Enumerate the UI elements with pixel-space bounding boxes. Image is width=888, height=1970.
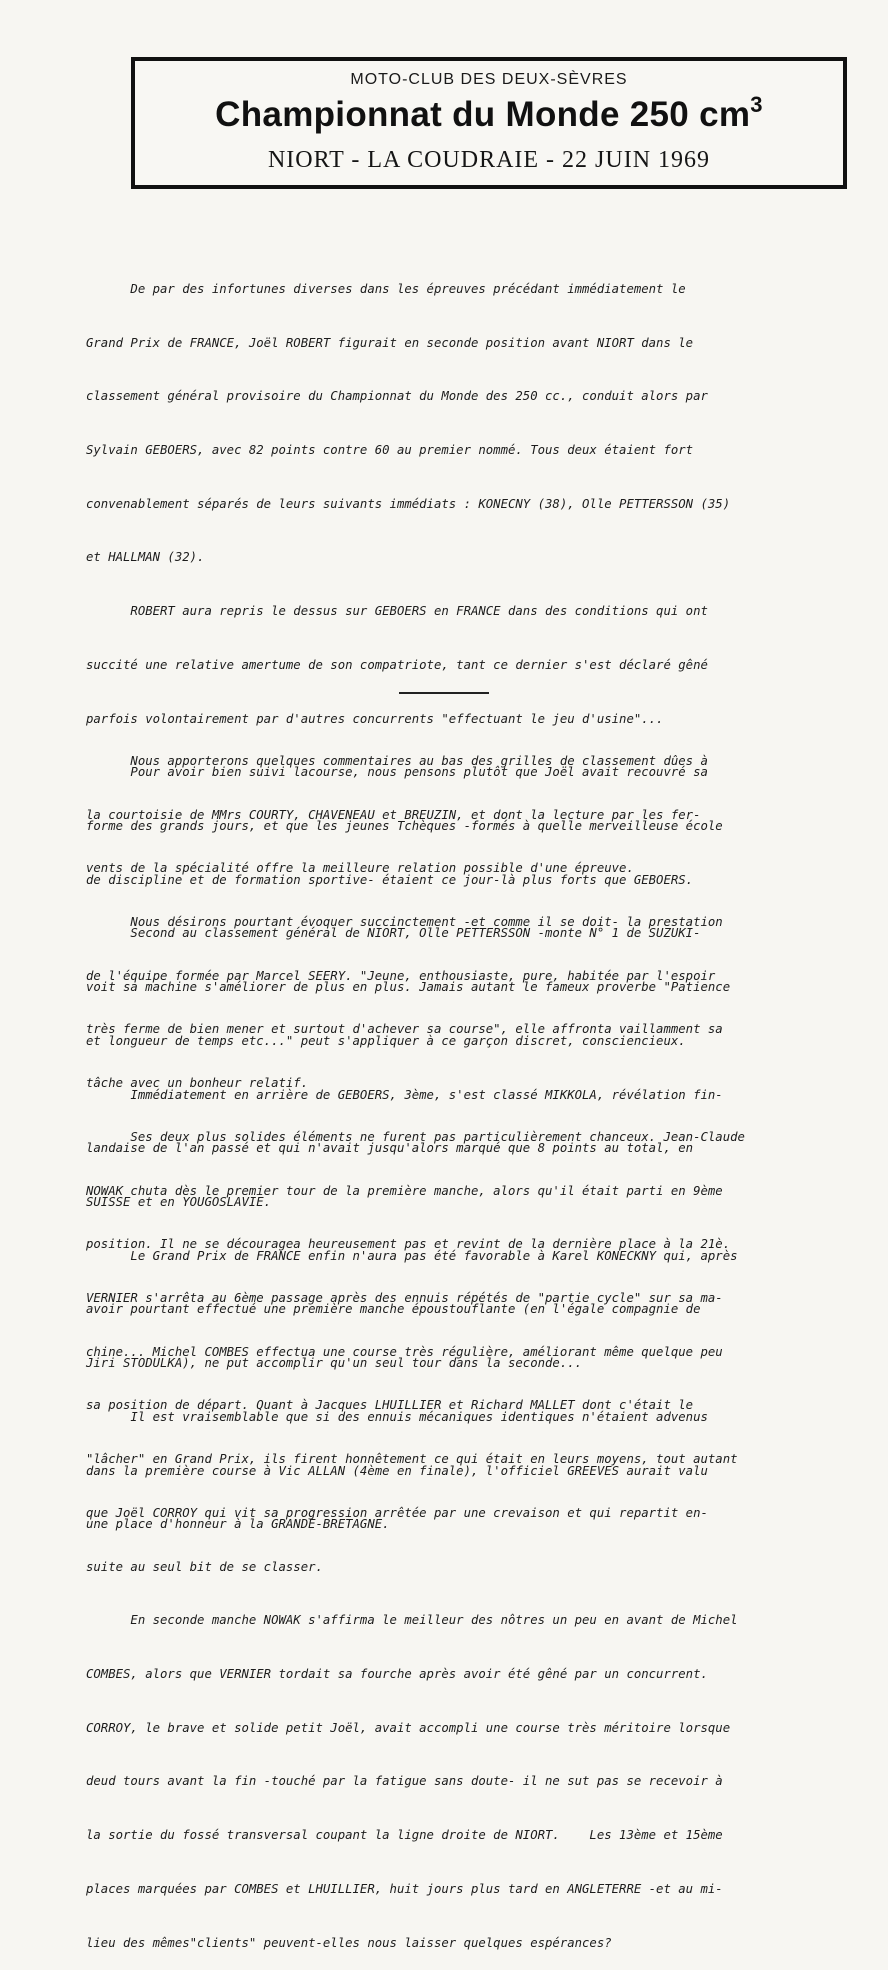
text-line: de discipline et de formation sportive- étaient ce jour-là plus forts que GEBOERS. (86, 872, 694, 887)
text-line: suite au seul bit de se classer. (86, 1559, 323, 1574)
text-line: sa position de départ. Quant à Jacques LHUILLIER et Richard MALLET dont c'était le (86, 1398, 694, 1413)
text-line: lieu des mêmes"clients" peuvent-elles nous laisser quelques espérances? (86, 1935, 612, 1950)
club-name: MOTO-CLUB DES DEUX-SÈVRES (350, 71, 628, 88)
text-line: classement général provisoire du Championnat du Monde des 250 cc., conduit alors par (86, 389, 708, 404)
text-line: Immédiatement en arrière de GEBOERS, 3ème, s'est classé MIKKOLA, révélation fin- (86, 1087, 723, 1102)
text-line: convenablement séparés de leurs suivants immédiats : KONECNY (38), Olle PETTERSSON (35) (86, 496, 731, 511)
text-line: Ses deux plus solides éléments ne furent pas particulièrement chanceux. Jean-Claude (86, 1129, 745, 1144)
text-line: Pour avoir bien suivi lacourse, nous pensons plutôt que Joël avait recouvré sa (86, 765, 708, 780)
text-line: NOWAK chuta dès le premier tour de la première manche, alors qu'il était parti en 9ème (86, 1183, 723, 1198)
title-text: Championnat du Monde 250 cm (215, 95, 751, 134)
text-line: très ferme de bien mener et surtout d'achever sa course", elle affronta vaillamment sa (86, 1022, 723, 1037)
text-line: places marquées par COMBES et LHUILLIER, huit jours plus tard en ANGLETERRE -et au mi- (86, 1881, 723, 1896)
text-line: succité une relative amertume de son compatriote, tant ce dernier s'est déclaré gêné (86, 657, 708, 672)
place-date: NIORT - LA COUDRAIE - 22 JUIN 1969 (267, 147, 711, 173)
text-line: de l'équipe formée par Marcel SEERY. "Jeune, enthousiaste, pure, habitée par l'espoir (86, 968, 716, 983)
text-line: parfois volontairement par d'autres concurrents "effectuant le jeu d'usine"... (86, 711, 664, 726)
text-line: forme des grands jours, et que les jeunes Tchèques -formés à quelle merveilleuse école (86, 819, 723, 833)
text-line: que Joël CORROY qui vit sa progression arrêtée par une crevaison et qui repartit en- (86, 1505, 708, 1520)
title-superscript: 3 (750, 92, 763, 117)
text-line: Sylvain GEBOERS, avec 82 points contre 60 au premier nommé. Tous deux étaient fort (86, 442, 694, 457)
text-line: VERNIER s'arrêta au 6ème passage après des ennuis répétés de "partie cycle" sur sa ma- (86, 1291, 723, 1305)
section-divider (399, 692, 489, 694)
text-line: et longueur de temps etc..." peut s'appliquer à ce garçon discret, consciencieux. (86, 1033, 686, 1048)
text-line: "lâcher" en Grand Prix, ils firent honnêtement ce qui était en leurs moyens, tout autant (86, 1452, 738, 1467)
championship-title (135, 92, 843, 135)
text-line: vents de la spécialité offre la meilleure relation possible d'une épreuve. (86, 861, 634, 876)
text-line: Il est vraisemblable que si des ennuis mécaniques identiques n'étaient advenus (86, 1409, 708, 1424)
text-line: deud tours avant la fin -touché par la fatigue sans doute- il ne sut pas se recevoir à (86, 1774, 723, 1789)
text-line: chine... Michel COMBES effectua une course très régulière, améliorant même quelque peu (86, 1344, 723, 1359)
text-line: une place d'honneur à la GRANDE-BRETAGNE. (86, 1517, 390, 1532)
text-line: ROBERT aura repris le dessus sur GEBOERS en FRANCE dans des conditions qui ont (86, 604, 708, 619)
text-line: COMBES, alors que VERNIER tordait sa fourche après avoir été gêné par un concurrent. (86, 1667, 708, 1682)
text-line: dans la première course à Vic ALLAN (4ème en finale), l'officiel GREEVES aurait valu (86, 1463, 708, 1478)
article-section-2 (86, 717, 878, 1970)
text-line: Grand Prix de FRANCE, Joël ROBERT figurait en seconde position avant NIORT dans le (86, 335, 694, 350)
text-line: En seconde manche NOWAK s'affirma le meilleur des nôtres un peu en avant de Michel (86, 1613, 738, 1628)
text-line: Jiri STODULKA), ne put accomplir qu'un seul tour dans la seconde... (86, 1356, 583, 1371)
text-line: voit sa machine s'améliorer de plus en plus. Jamais autant le fameux proverbe "Patience (86, 980, 731, 995)
text-line: Nous désirons pourtant évoquer succinctement -et comme il se doit- la prestation (86, 914, 723, 929)
text-line: De par des infortunes diverses dans les épreuves précédant immédiatement le (86, 281, 686, 296)
text-line: tâche avec un bonheur relatif. (86, 1076, 309, 1091)
text-line: Nous apporterons quelques commentaires au bas des grilles de classement dûes à (86, 753, 708, 768)
text-line: avoir pourtant effectué une première manche époustouflante (en l'égale compagnie de (86, 1302, 701, 1317)
text-line: position. Il ne se découragea heureusement pas et revint de la dernière place à la 21è. (86, 1237, 731, 1252)
text-line: et HALLMAN (32). (86, 550, 205, 565)
text-line: la sortie du fossé transversal coupant la ligne droite de NIORT. Les 13ème et 15ème (86, 1828, 723, 1843)
text-line: la courtoisie de MMrs COURTY, CHAVENEAU et BREUZIN, et dont la lecture par les fer- (86, 807, 701, 822)
text-line: landaise de l'an passé et qui n'avait jusqu'alors marqué que 8 points au total, en (86, 1141, 694, 1156)
text-line: Le Grand Prix de FRANCE enfin n'aura pas été favorable à Karel KONECKNY qui, après (86, 1248, 738, 1263)
text-line: Second au classement général de NIORT, Olle PETTERSSON -monte N° 1 de SUZUKI- (86, 926, 701, 941)
header-box (131, 57, 847, 189)
text-line: SUISSE et en YOUGOSLAVIE. (86, 1195, 272, 1210)
text-line: CORROY, le brave et solide petit Joël, avait accompli une course très méritoire lorsque (86, 1720, 731, 1735)
